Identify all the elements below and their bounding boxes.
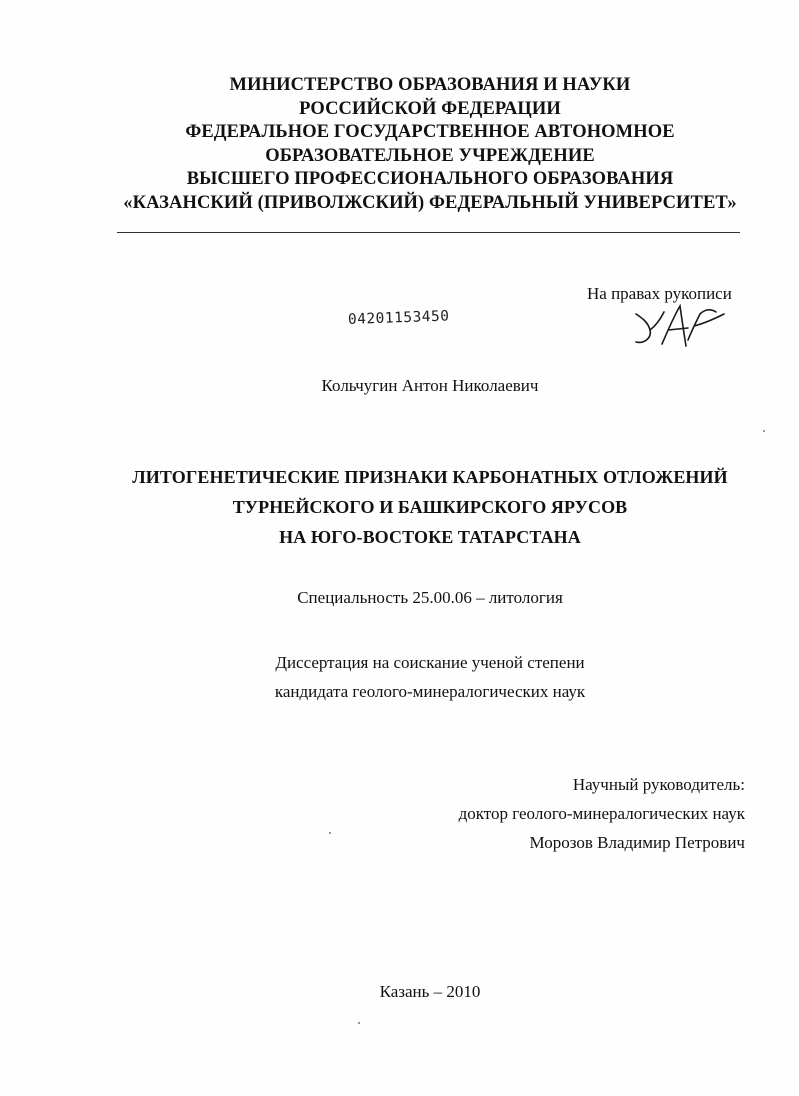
supervisor-block [459, 770, 745, 857]
scan-speck [358, 1022, 360, 1024]
handwritten-signature [628, 300, 728, 352]
author-name: Кольчугин Антон Николаевич [321, 376, 539, 395]
title-line: ЛИТОГЕНЕТИЧЕСКИЕ ПРИЗНАКИ КАРБОНАТНЫХ ОТЛОЖЕНИЙ [132, 467, 728, 487]
institution-header [60, 74, 799, 215]
rights-note: На правах рукописи [587, 284, 732, 303]
specialty: Специальность 25.00.06 – литология [297, 588, 563, 607]
header-line: РОССИЙСКОЙ ФЕДЕРАЦИИ [299, 98, 561, 119]
dissertation-title [0, 462, 799, 552]
scan-speck [329, 832, 331, 834]
supervisor-name: Морозов Владимир Петрович [529, 833, 745, 852]
supervisor-title: доктор геолого-минералогических наук [458, 804, 745, 823]
header-line: «КАЗАНСКИЙ (ПРИВОЛЖСКИЙ) ФЕДЕРАЛЬНЫЙ УНИВЕРСИТЕТ» [123, 192, 737, 213]
supervisor-label: Научный руководитель: [572, 775, 745, 794]
degree-line: Диссертация на соискание ученой степени [275, 653, 585, 672]
scan-speck [763, 430, 765, 432]
header-divider [117, 232, 740, 233]
city-year: Казань – 2010 [379, 982, 481, 1001]
header-line: МИНИСТЕРСТВО ОБРАЗОВАНИЯ И НАУКИ [229, 75, 631, 95]
header-line: ОБРАЗОВАТЕЛЬНОЕ УЧРЕЖДЕНИЕ [265, 145, 595, 166]
header-line: ВЫСШЕГО ПРОФЕССИОНАЛЬНОГО ОБРАЗОВАНИЯ [186, 169, 674, 189]
title-line: НА ЮГО-ВОСТОКЕ ТАТАРСТАНА [279, 527, 581, 547]
degree-line: кандидата геолого-минералогических наук [274, 682, 586, 701]
title-line: ТУРНЕЙСКОГО И БАШКИРСКОГО ЯРУСОВ [232, 497, 628, 517]
header-line: ФЕДЕРАЛЬНОЕ ГОСУДАРСТВЕННОЕ АВТОНОМНОЕ [185, 122, 675, 142]
degree-statement [0, 648, 799, 706]
inventory-number: 04201153450 [347, 308, 450, 328]
